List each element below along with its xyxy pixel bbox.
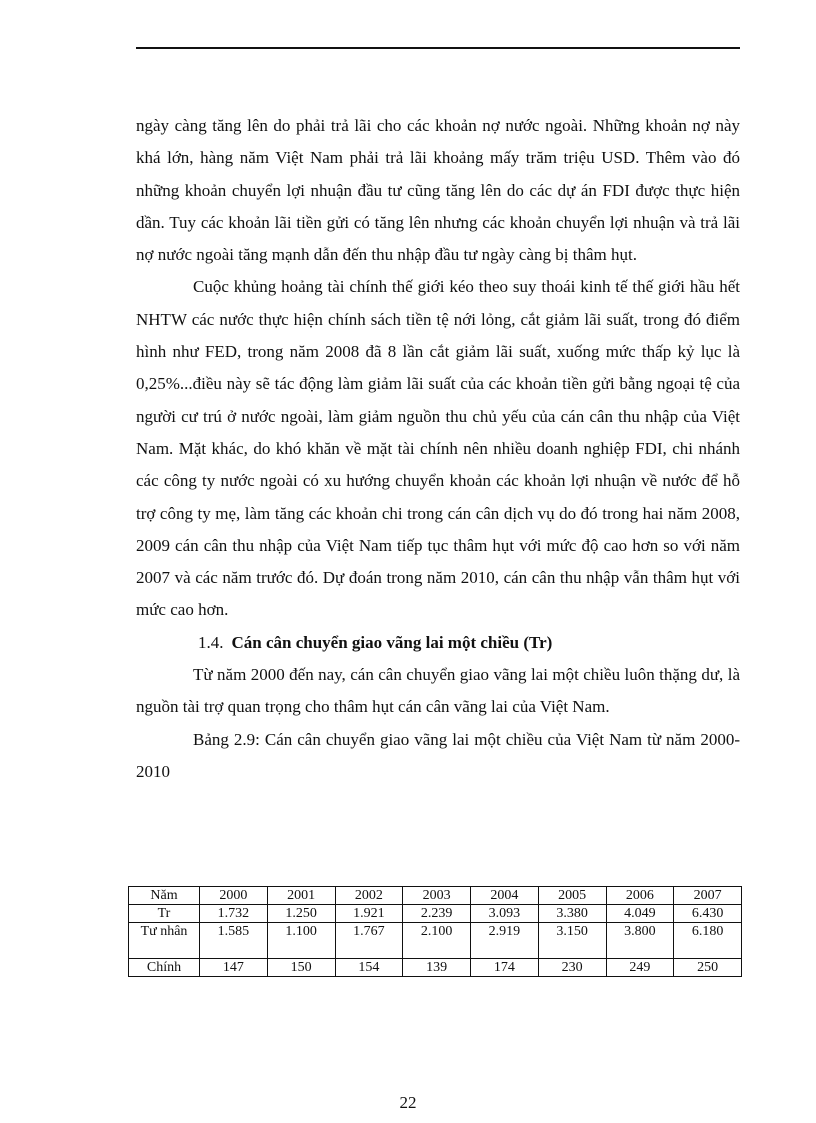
section-number: 1.4. [198,632,224,652]
table-cell: 139 [403,959,471,977]
paragraph-1: ngày càng tăng lên do phải trả lãi cho các khoản nợ nước ngoài. Những khoản nợ này khá lớn, hàng năm Việt Nam phải trả lãi khoảng mấy trăm triệu USD. Thêm vào đó những khoản chuyển lợi nhuận đầu tư cũng tăng lên do các dự án FDI được thực hiện dần. Tuy các khoản lãi tiền gửi có tăng lên nhưng các khoản chuyển lợi nhuận và trả lãi nợ nước ngoài tăng mạnh dẫn đến thu nhập đầu tư ngày càng bị thâm hụt. [136,116,740,265]
section-heading [136,627,740,659]
table-cell: 6.180 [674,923,742,959]
table-cell: 249 [606,959,674,977]
table-row [129,905,742,923]
table-cell: 4.049 [606,905,674,923]
row-label: Tr [129,905,200,923]
header-cell: 2002 [335,887,403,905]
header-cell: 2000 [200,887,268,905]
table-cell: 1.732 [200,905,268,923]
table-cell: 154 [335,959,403,977]
table-cell: 147 [200,959,268,977]
page-number: 22 [399,1093,417,1112]
table-cell: 174 [471,959,539,977]
table-cell: 2.100 [403,923,471,959]
header-cell: 2005 [538,887,606,905]
table-cell: 2.919 [471,923,539,959]
table-cell: 3.380 [538,905,606,923]
table-cell: 6.430 [674,905,742,923]
header-rule [136,47,740,49]
table-cell: 1.767 [335,923,403,959]
table-cell: 150 [267,959,335,977]
transfer-balance-table [128,886,742,977]
table-row [129,959,742,977]
header-cell: 2001 [267,887,335,905]
table-cell: 230 [538,959,606,977]
table-cell: 1.921 [335,905,403,923]
table-cell: 1.100 [267,923,335,959]
table-row [129,923,742,959]
section-title: Cán cân chuyển giao vãng lai một chiều (Tr) [231,632,553,652]
row-label: Chính [129,959,200,977]
header-cell: 2007 [674,887,742,905]
header-cell: Năm [129,887,200,905]
row-label: Tư nhân [129,923,200,959]
table-caption: Bảng 2.9: Cán cân chuyển giao vãng lai một chiều của Việt Nam từ năm 2000-2010 [136,729,740,781]
table-cell: 250 [674,959,742,977]
body-text [136,110,740,788]
header-cell: 2003 [403,887,471,905]
header-cell: 2006 [606,887,674,905]
table-cell: 2.239 [403,905,471,923]
header-cell: 2004 [471,887,539,905]
table-cell: 3.800 [606,923,674,959]
table-cell: 3.093 [471,905,539,923]
paragraph-3: Từ năm 2000 đến nay, cán cân chuyển giao vãng lai một chiều luôn thặng dư, là nguồn tài trợ quan trọng cho thâm hụt cán cân vãng lai của Việt Nam. [136,665,740,717]
table-header-row [129,887,742,905]
table-cell: 1.250 [267,905,335,923]
table-cell: 3.150 [538,923,606,959]
table-cell: 1.585 [200,923,268,959]
paragraph-2: Cuộc khủng hoảng tài chính thế giới kéo theo suy thoái kinh tế thế giới hầu hết NHTW các nước thực hiện chính sách tiền tệ nới lỏng, cắt giảm lãi suất, trong đó điểm hình như FED, trong năm 2008 đã 8 lần cắt giảm lãi suất, xuống mức thấp kỷ lục là 0,25%...điều này sẽ tác động làm giảm lãi suất của các khoản tiền gửi bằng ngoại tệ của người cư trú ở nước ngoài, làm giảm nguồn thu chủ yếu của cán cân thu nhập của Việt Nam. Mặt khác, do khó khăn về mặt tài chính nên nhiều doanh nghiệp FDI, chi nhánh các công ty nước ngoài có xu hướng chuyển khoản các khoản lợi nhuận về nước để hỗ trợ công ty mẹ, làm tăng các khoản chi trong cán cân dịch vụ do đó trong hai năm 2008, 2009 cán cân thu nhập của Việt Nam tiếp tục thâm hụt với mức độ cao hơn so với năm 2007 và các năm trước đó. Dự đoán trong năm 2010, cán cân thu nhập vẫn thâm hụt với mức cao hơn. [136,277,740,620]
